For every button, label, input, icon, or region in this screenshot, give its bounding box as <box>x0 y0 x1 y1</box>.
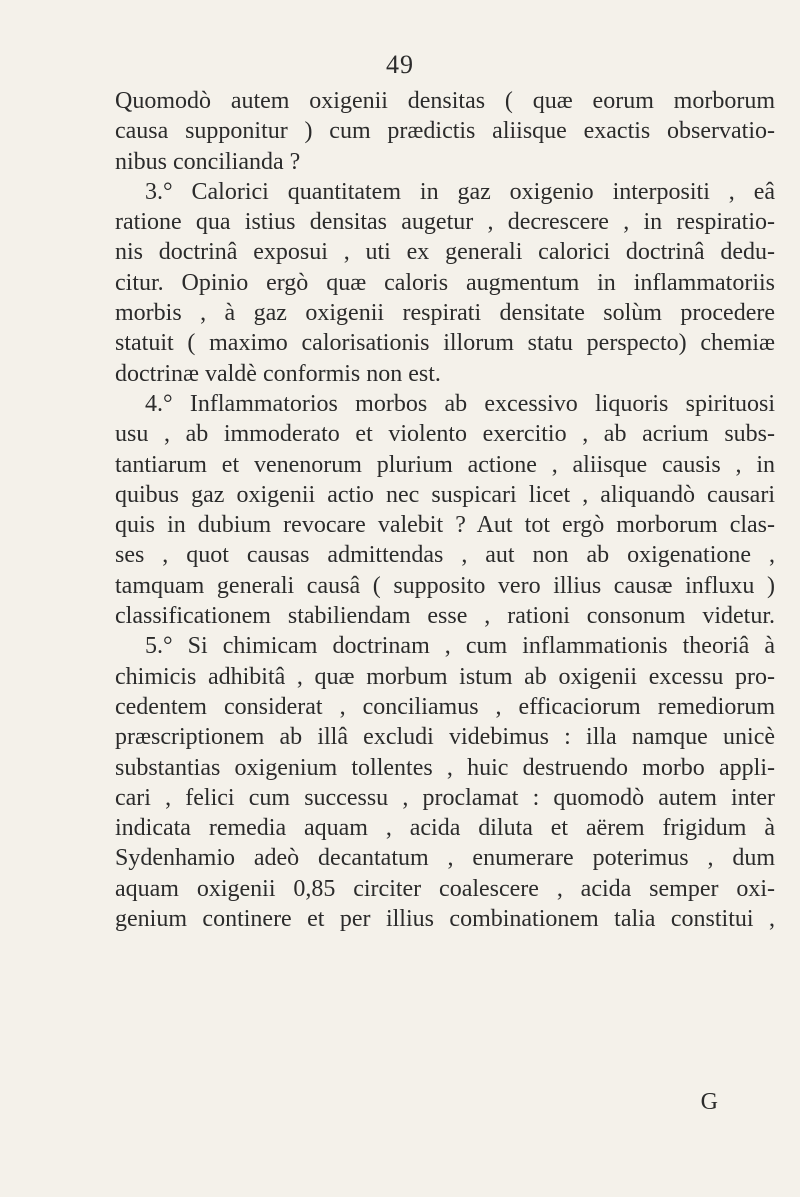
text-line: cedentem considerat , conciliamus , efficaciorum remediorum <box>115 693 775 720</box>
text-line: statuit ( maximo calorisationis illorum statu perspecto) chemiæ <box>115 330 775 357</box>
text-line: usu , ab immoderato et violento exercitio , ab acrium subs- <box>115 421 775 448</box>
text-line: indicata remedia aquam , acida diluta et aërem frigidum à <box>115 815 775 842</box>
text-line: genium continere et per illius combinationem talia constitui , <box>115 906 775 933</box>
text-line: Quomodò autem oxigenii densitas ( quæ eorum morborum <box>115 88 775 114</box>
text-line: cari , felici cum successu , proclamat : quomodò autem inter <box>115 784 775 811</box>
text-line: doctrinæ valdè conformis non est. <box>115 360 441 387</box>
text-line: Sydenhamio adeò decantatum , enumerare poterimus , dum <box>115 845 775 872</box>
text-line: nibus concilianda ? <box>115 148 301 175</box>
text-line: ratione qua istius densitas augetur , decrescere , in respiratio- <box>115 209 775 236</box>
text-line: quibus gaz oxigenii actio nec suspicari licet , aliquandò causari <box>115 481 775 508</box>
text-line: substantias oxigenium tollentes , huic destruendo morbo appli- <box>115 754 775 781</box>
body-text <box>115 86 775 934</box>
text-line: nis doctrinâ exposui , uti ex generali calorici doctrinâ dedu- <box>115 239 775 266</box>
text-line: tamquam generali causâ ( supposito vero illius causæ influxu ) <box>115 572 775 599</box>
text-line: morbis , à gaz oxigenii respirati densitate solùm procedere <box>115 300 775 327</box>
text-line: tantiarum et venenorum plurium actione , aliisque causis , in <box>115 451 775 478</box>
text-line: 3.° Calorici quantitatem in gaz oxigenio interpositi , eâ <box>145 178 775 205</box>
text-line: classificationem stabiliendam esse , rationi consonum videtur. <box>115 603 775 630</box>
text-line: causa supponitur ) cum prædictis aliisque exactis observatio- <box>115 118 775 145</box>
text-line: quis in dubium revocare valebit ? Aut tot ergò morborum clas- <box>115 512 775 539</box>
text-line: præscriptionem ab illâ excludi videbimus : illa namque unicè <box>115 724 775 751</box>
text-line: citur. Opinio ergò quæ caloris augmentum in inflammatoriis <box>115 269 775 296</box>
text-line: ses , quot causas admittendas , aut non ab oxigenatione , <box>115 542 775 569</box>
text-line: 5.° Si chimicam doctrinam , cum inflammationis theoriâ à <box>145 633 775 660</box>
signature-mark: G <box>700 1089 718 1115</box>
text-line: aquam oxigenii 0,85 circiter coalescere , acida semper oxi- <box>115 875 775 902</box>
text-line: 4.° Inflammatorios morbos ab excessivo liquoris spirituosi <box>145 390 775 417</box>
page-number: 49 <box>386 50 414 79</box>
text-line: chimicis adhibitâ , quæ morbum istum ab oxigenii excessu pro- <box>115 663 775 690</box>
